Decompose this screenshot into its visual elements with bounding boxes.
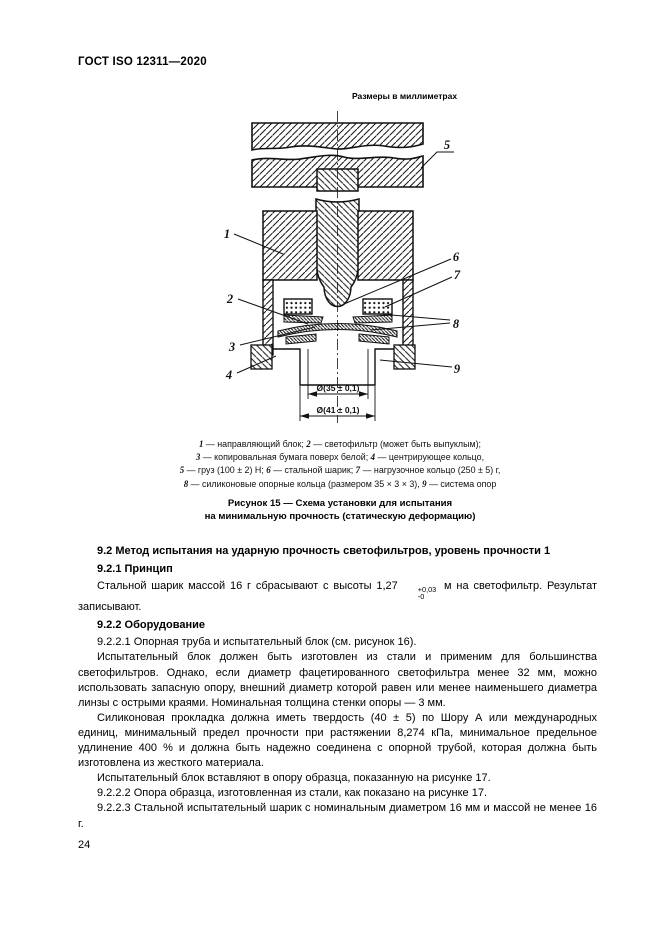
part-label-2: 2 (226, 292, 234, 306)
legend-line: 5 — груз (100 ± 2) Н; 6 — стальной шарик; 7 — нагрузочное кольцо (250 ± 5) г, (179, 465, 501, 476)
page-number: 24 (78, 839, 91, 851)
body-heading: 9.2.1 Принцип (97, 563, 173, 576)
figure-caption (80, 497, 600, 523)
dimension-outer-diameter: Ø(41 ± 0,1) (316, 405, 360, 415)
dimension-inner-diameter: Ø(35 ± 0,1) (316, 383, 360, 393)
figure-15-diagram (188, 103, 478, 433)
units-note: Размеры в миллиметрах (352, 91, 458, 101)
legend-line: 8 — силиконовые опорные кольца (размером 35 × 3 × 3), 9 — система опор (183, 478, 497, 489)
body-paragraph: Испытательный блок вставляют в опору образца, показанную на рисунке 17. (97, 772, 491, 785)
legend-line: 1 — направляющий блок; 2 — светофильтр (может быть выпуклым); (198, 439, 481, 449)
body-heading: 9.2.2 Оборудование (97, 619, 205, 632)
part-label-7: 7 (453, 268, 461, 282)
body-heading: 9.2 Метод испытания на ударную прочность светофильтров, уровень прочности 1 (97, 545, 551, 557)
body-paragraph: 9.2.2.1 Опорная труба и испытательный блок (см. рисунок 16). (97, 636, 417, 649)
body-paragraph: 9.2.2.3 Стальной испытательный шарик с номинальным диаметром 16 мм и массой не менее 16 г. (78, 802, 597, 830)
body-paragraph: 9.2.2.2 Опора образца, изготовленная из стали, как показано на рисунке 17. (97, 787, 488, 800)
body-paragraph: Силиконовая прокладка должна иметь твердость (40 ± 5) по Шору А или международных единиц, минимальный предел прочности при растяжении 8,274 кПа, минимальное предельное удлинение 400 % и должна быть надежно соединена с опорной трубой, которая должна быть изготовлена из жесткого материала. (78, 711, 597, 770)
legend-line: 3 — копировальная бумага поверх белой; 4 — центрирующее кольцо, (195, 452, 485, 463)
support-system (251, 345, 415, 385)
part-label-5: 5 (443, 138, 451, 152)
figure-legend (80, 438, 600, 491)
document-header: ГОСТ ISO 12311—2020 (78, 56, 207, 68)
part-label-8: 8 (452, 317, 460, 331)
body-paragraph: Испытательный блок должен быть изготовлен из стали и применим для большинства светофильтров. Однако, если диаметр фацетированного светофильтра менее 32 мм, можно использовать запасную опору, внешний диаметр которой равен или менее наименьшего диаметра линзы с острыми краями. Номинальная толщина стенки опоры — 3 мм. (78, 651, 597, 709)
body-text (78, 544, 597, 832)
figure-15 (188, 103, 478, 433)
part-label-9: 9 (453, 362, 461, 376)
tolerance-value: +0,03 -0 (417, 585, 437, 602)
part-label-4: 4 (225, 368, 233, 382)
figure-caption-line1: Рисунок 15 — Схема установки для испытания (227, 498, 453, 509)
figure-caption-line2: на минимальную прочность (статическую деформацию) (204, 511, 476, 522)
part-label-6: 6 (452, 250, 460, 264)
body-paragraph: Стальной шарик массой 16 г сбрасывают с высоты 1,27 +0,03 -0 м на светофильтр. Результат записывают. (78, 580, 597, 614)
part-label-1: 1 (223, 227, 231, 241)
part-label-3: 3 (228, 340, 236, 354)
